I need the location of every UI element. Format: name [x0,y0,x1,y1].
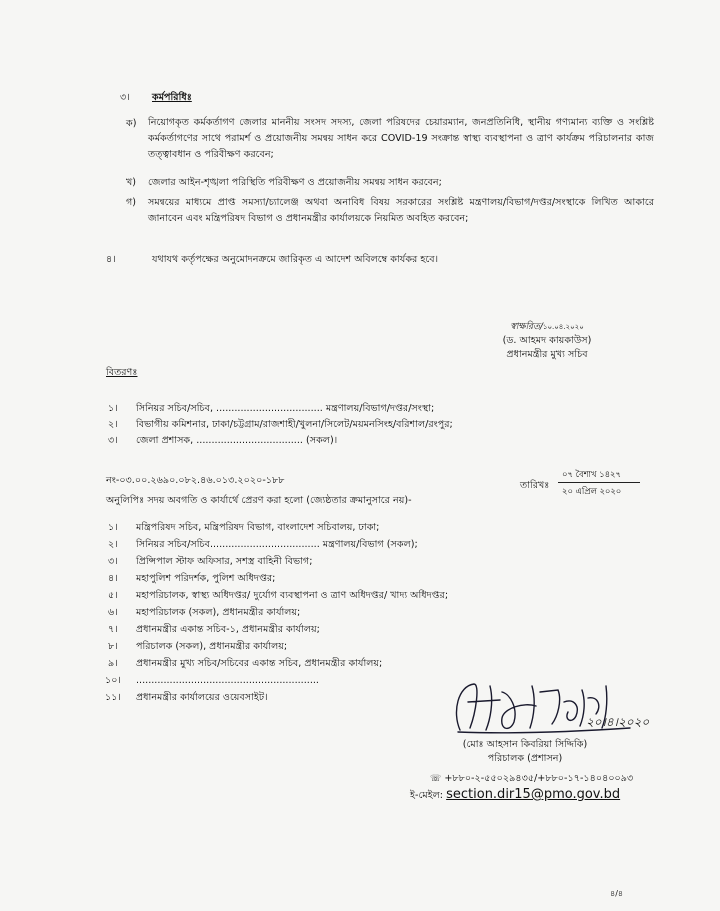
signatory2-phone: +৮৮০-২-৫৫০২৯৪৩৫/+৮৮০-১৭-১৪০৪০০৯৩ [444,773,634,784]
signatory2-email-label: ই-মেইল: [410,790,444,801]
copy-item-8-text: পরিচালক (সকল), প্রধানমন্ত্রীর কার্যালয়; [136,641,288,652]
copy-item-10-num: ১০। [105,675,121,686]
signatory2-designation: পরিচালক (প্রশাসন) [487,753,563,764]
copy-item-11-text: প্রধানমন্ত্রীর কার্যালয়ের ওয়েবসাইট। [136,692,268,703]
copy-item-2-text: সিনিয়র সচিব/সচিব.................................... মন্ত্রণালয়/বিভাগ (সকল); [136,539,418,550]
copy-intro: অনুলিপিঃ সদয় অবগতি ও কার্যার্থে প্রেরণ করা হলো (জ্যেষ্ঠতার ক্রমানুসারে নয়)- [106,495,412,506]
handwritten-signature [440,672,670,742]
signatory2-block [440,738,610,766]
section3-item-c-label: গ) [126,197,137,208]
section3-item-b-label: খ) [126,177,137,188]
section3-item-a-label: ক) [126,118,137,129]
copy-item-1-num: ১। [108,522,118,533]
memo-date-divider [558,482,640,483]
signature-date: ২০।৪।২০২০ [586,715,650,729]
memo-date-bengali: ০৭ বৈশাখ ১৪২৭ [562,469,621,479]
section4-text: যথাযথ কর্তৃপক্ষের অনুমোদনক্রমে জারিকৃত এ আদেশ অবিলম্বে কার্যকর হবে। [152,254,439,265]
phone-icon: ☏ [430,774,442,784]
signatory1-designation: প্রধানমন্ত্রীর মুখ্য সচিব [506,349,588,360]
distribution-item-2-num: ২। [108,419,118,430]
copy-item-6-num: ৬। [108,607,118,618]
distribution-item-2-text: বিভাগীয় কমিশনার, ঢাকা/চট্টগ্রাম/রাজশাহী/খুলনা/সিলেট/ময়মনসিংহ/বরিশাল/রংপুর; [136,419,453,430]
signatory1-block [462,320,632,362]
signatory2-email[interactable]: section.dir15@pmo.gov.bd [446,787,621,802]
copy-item-1-text: মন্ত্রিপরিষদ সচিব, মন্ত্রিপরিষদ বিভাগ, বাংলাদেশ সচিবালয়, ঢাকা; [136,522,380,533]
signatory2-phone-line [430,772,633,786]
signatory1-name: (ড. আহমদ কায়কাউস) [502,335,592,346]
distribution-item-3-num: ৩। [108,435,118,446]
copy-item-3-text: প্রিন্সিপাল স্টাফ অফিসার, সশস্ত্র বাহিনী বিভাগ; [136,556,313,567]
memo-date-english: ২০ এপ্রিল ২০২০ [562,486,622,496]
copy-item-6-text: মহাপরিচালক (সকল), প্রধানমন্ত্রীর কার্যালয়; [136,607,301,618]
distribution-item-1-text: সিনিয়র সচিব/সচিব, ................................... মন্ত্রণালয়/বিভাগ/দপ্তর/সংস্থা; [136,403,435,414]
section3-item-a-text: নিয়োগকৃত কর্মকর্তাগণ জেলার মাননীয় সংসদ সদস্য, জেলা পরিষদের চেয়ারম্যান, জনপ্রতিনিধি, স্থানীয় গণ্যমান্য ব্যক্তি ও সংশ্লিষ্ট কর্মকর্তাগণের সাথে পরামর্শ ও প্রয়োজনীয় সমন্বয় সাধন করে COVID-19 সংক্রান্ত স্বাস্থ্য ব্যবস্থাপনা ও ত্রাণ কার্যক্রম পরিচালনার কাজ তত্ত্বাবধান ও পরিবীক্ষণ করবেন; [148,117,654,160]
copy-item-5-num: ৫। [108,590,118,601]
signatory2-name: (মোঃ আহসান কিবরিয়া সিদ্দিকি) [462,739,588,750]
signatory2-email-line [410,788,620,802]
distribution-title: বিতরণঃ [106,367,138,378]
page-number: ৪/৪ [610,889,624,898]
copy-item-11-num: ১১। [105,692,121,703]
copy-item-4-text: মহাপুলিশ পরিদর্শক, পুলিশ অধিদপ্তর; [136,573,276,584]
section3-title: কর্মপরিধিঃ [152,92,192,103]
copy-item-7-num: ৭। [108,624,118,635]
copy-item-2-num: ২। [108,539,118,550]
copy-item-8-num: ৮। [108,641,118,652]
section4-number: ৪। [106,254,116,265]
copy-item-7-text: প্রধানমন্ত্রীর একান্ত সচিব-১, প্রধানমন্ত্রীর কার্যালয়; [136,624,320,635]
signatory1-signed-line [462,320,632,334]
section3-item-b-text: জেলার আইন-শৃঙ্খলা পরিস্থিতি পরিবীক্ষণ ও প্রয়োজনীয় সমন্বয় সাধন করবেন; [148,177,442,188]
signatory1-date: ১০.০৪.২০২০ [542,323,584,331]
copy-item-9-num: ৯। [108,658,118,669]
copy-item-5-text: মহাপরিচালক, স্বাস্থ্য অধিদপ্তর/ দুর্যোগ ব্যবস্থাপনা ও ত্রাণ অধিদপ্তর/ খাদ্য অধিদপ্তর; [136,590,449,601]
copy-item-3-num: ৩। [108,556,118,567]
section3-number: ৩। [120,92,130,103]
memo-reference: নং-০৩.০০.২৬৯০.০৮২.৪৬.০১৩.২০২০-১৮৮ [106,475,285,486]
memo-date-label: তারিখঃ [520,480,550,491]
copy-item-9-text: প্রধানমন্ত্রীর মুখ্য সচিব/সচিবের একান্ত সচিব, প্রধানমন্ত্রীর কার্যালয়; [136,658,383,669]
distribution-item-1-num: ১। [108,403,118,414]
distribution-item-3-text: জেলা প্রশাসক, ................................... (সকল)। [136,435,338,446]
section3-item-c-text: সমন্বয়ের মাধ্যমে প্রাপ্ত সমস্যা/চ্যালেঞ্জ অথবা অনাবিধ বিষয় সরকারের সংশ্লিষ্ট মন্ত্রণালয়/বিভাগ/দপ্তর/সংস্থাকে লিখিত আকারে জানাবেন এবং মন্ত্রিপরিষদ বিভাগ ও প্রধানমন্ত্রীর কার্যালয়কে নিয়মিত অবহিত করবেন; [148,197,654,224]
copy-item-10-text: ............................................................ [136,675,319,686]
signatory1-signed-label: স্বাক্ষরিত/ [510,322,543,332]
copy-item-4-num: ৪। [108,573,118,584]
